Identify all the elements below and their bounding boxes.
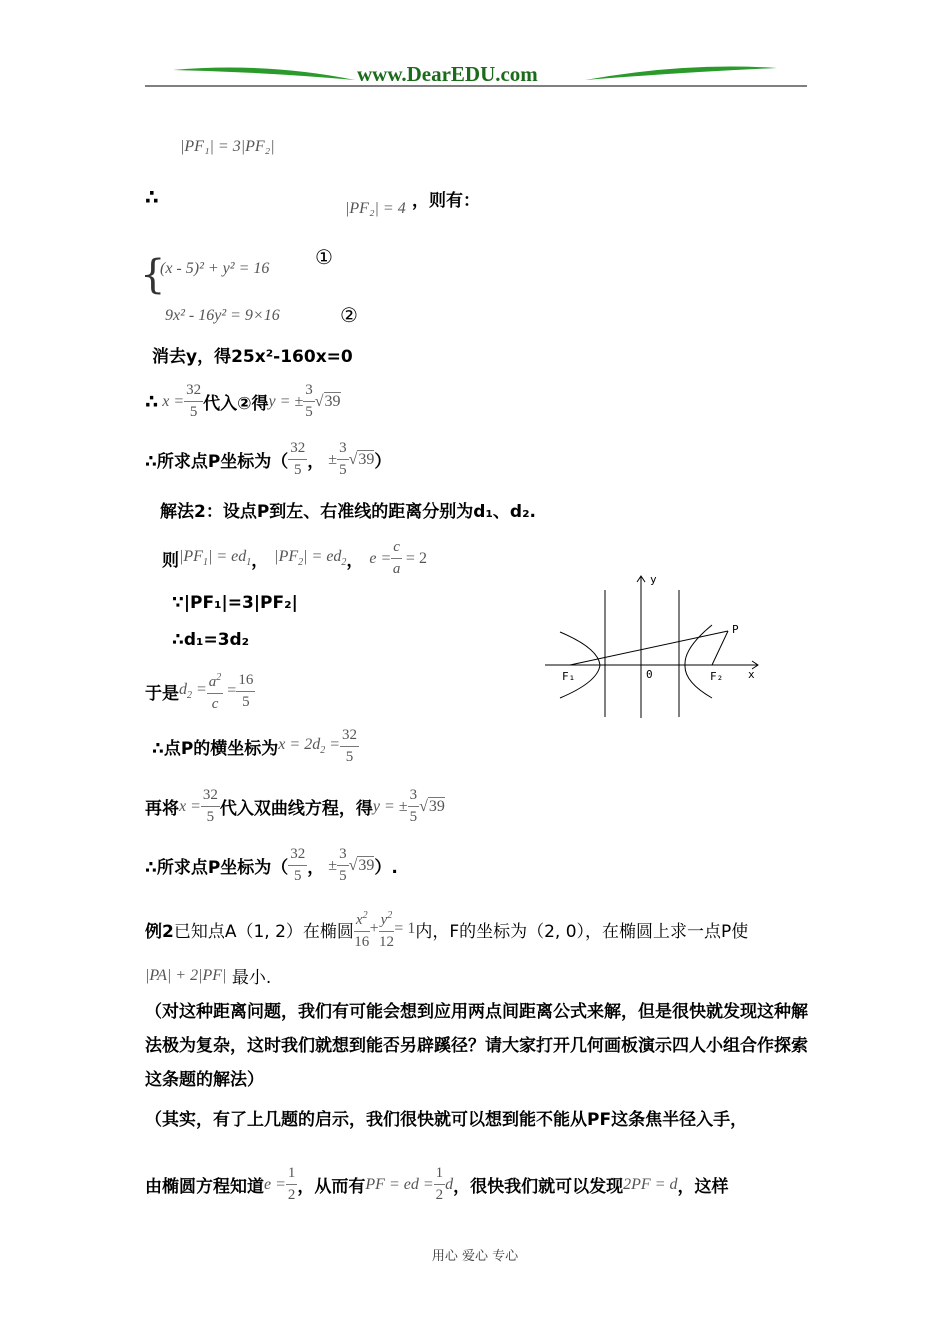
F2-label: F₂ — [710, 670, 724, 683]
since-line: ∵|PF₁|=3|PF₂| — [172, 593, 298, 613]
discussion-paragraph: （对这种距离问题，我们有可能会想到应用两点间距离公式来解，但是很快就发现这种解法极为复杂，这时我们就想到能否另辟蹊径？请大家打开几何画板演示四人小组合作探索这条题的解法） — [145, 1002, 808, 1090]
method-2: 解法2：设点P到左、右准线的距离分别为d₁、d₂. — [160, 502, 536, 522]
coordinate-line-1: ∴所求点P坐标为（ $\frac{32}{5}$ ， ± $\frac{3}{5}$ √39 ） — [145, 440, 392, 478]
equation-1: (x - 5)² + y² = 16 — [160, 260, 270, 277]
abscissa-line: ∴点P的横坐标为 $x = 2d_2$ = $\frac{32}{5}$ — [152, 727, 357, 765]
hyperbola-figure — [540, 570, 770, 720]
substitute-line: 再将 x = $\frac{32}{5}$ 代入双曲线方程，得 y = ± $\frac{3}{5}$ √39 — [145, 787, 445, 825]
eliminate-step: 消去y，得25x²-160x=0 — [152, 347, 353, 367]
footer-text: 用心 爱心 专心 — [431, 1249, 519, 1264]
point-P-label: P — [732, 623, 739, 636]
then-have: ，则有： — [412, 191, 480, 211]
example-2-cont: |PA| + 2|PF| 最小. — [145, 966, 272, 988]
example-2: 例2 已知点 A（1, 2）在椭圆 $\frac{x^2}{16}$ + $\frac{y^2}{12}$ = 1 内， F的坐标为（2, 0），在椭圆上求一点P使 — [145, 905, 748, 953]
distance-relations: 则 $|PF_1| = ed_1$ ， $|PF_2| = ed_2$ ， e = $\frac{c}{a}$ = 2 — [162, 539, 427, 577]
x-axis-label: x — [748, 668, 755, 681]
label-2: ② — [340, 303, 358, 327]
therefore-symbol: ∴ — [145, 185, 159, 209]
d2-line: 于是 $d_2$ = $\frac{a^2}{c}$ = $\frac{16}{5}$ — [145, 667, 255, 715]
hence-line: ∴d₁=3d₂ — [172, 630, 250, 650]
pf-relation: |PF₁| = 3|PF₂| — [180, 138, 275, 155]
y-axis-label: y — [650, 573, 657, 586]
brace: { — [140, 252, 166, 298]
F1-label: F₁ — [562, 670, 576, 683]
solve-x-line: ∴ x = $\frac{32}{5}$ 代入②得 y = ± $\frac{3}{5}$ √39 — [145, 382, 341, 420]
coordinate-line-2: ∴所求点P坐标为（ $\frac{32}{5}$ ， ± $\frac{3}{5}$ √39 ）. — [145, 846, 398, 884]
site-name[interactable]: www.DearEDU.com — [357, 62, 538, 86]
final-line: 由椭圆方程知道 e = $\frac{1}{2}$ ，从而有 PF = ed = $\frac{1}{2}$ d ，很快我们就可以发现 2PF = d ，这样 — [145, 1165, 729, 1203]
pf2-value: |PF₂| = 4 — [345, 200, 406, 217]
hint-paragraph: （其实，有了上几题的启示，我们很快就可以想到能不能从PF这条焦半径入手， — [145, 1110, 748, 1130]
hyperbola-diagram — [540, 570, 770, 720]
header — [145, 58, 807, 92]
origin-label: 0 — [646, 668, 653, 681]
label-1: ① — [315, 245, 333, 269]
equation-2: 9x² - 16y² = 9×16 — [165, 307, 280, 324]
